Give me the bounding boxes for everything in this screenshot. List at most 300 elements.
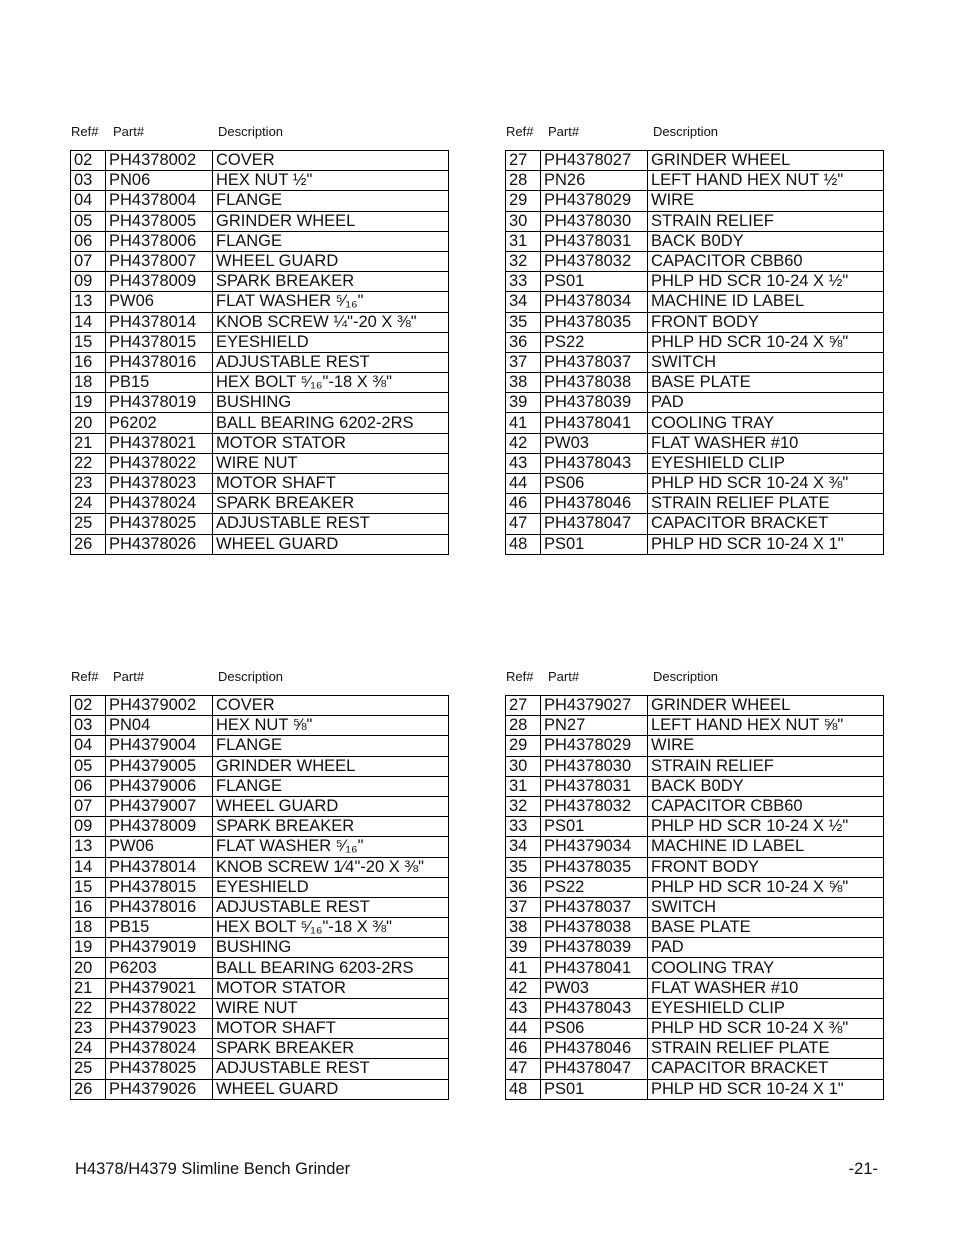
description-cell: MOTOR SHAFT (213, 1019, 449, 1039)
table-row (71, 1079, 449, 1099)
description-cell: BALL BEARING 6203-2RS (213, 958, 449, 978)
part-cell: PH4379019 (106, 938, 213, 958)
ref-cell: 44 (506, 474, 541, 494)
table-row (506, 1059, 884, 1079)
description-cell: LEFT HAND HEX NUT ⅝" (648, 716, 884, 736)
part-cell: PH4379026 (106, 1079, 213, 1099)
ref-cell: 48 (506, 534, 541, 554)
description-cell: SPARK BREAKER (213, 272, 449, 292)
ref-cell: 06 (71, 231, 106, 251)
ref-cell: 03 (71, 716, 106, 736)
description-cell: COOLING TRAY (648, 958, 884, 978)
ref-cell: 26 (71, 1079, 106, 1099)
table-row (506, 494, 884, 514)
table-row (506, 1079, 884, 1099)
description-cell: SPARK BREAKER (213, 817, 449, 837)
part-cell: PN26 (541, 171, 648, 191)
table-row (506, 211, 884, 231)
header-description: Description (653, 124, 719, 139)
table-row (71, 796, 449, 816)
header-description: Description (653, 669, 719, 684)
part-cell: PH4378039 (541, 393, 648, 413)
description-cell: FLAT WASHER #10 (648, 433, 884, 453)
ref-cell: 19 (71, 393, 106, 413)
description-cell: MACHINE ID LABEL (648, 292, 884, 312)
description-cell: SPARK BREAKER (213, 1039, 449, 1059)
table-row (506, 413, 884, 433)
parts-table (70, 150, 449, 555)
description-cell: WIRE NUT (213, 998, 449, 1018)
table-row (71, 231, 449, 251)
description-cell: FLANGE (213, 776, 449, 796)
table-row (506, 716, 884, 736)
ref-cell: 31 (506, 231, 541, 251)
table-row (506, 453, 884, 473)
table-row (71, 393, 449, 413)
table-row (506, 736, 884, 756)
part-cell: PH4378037 (541, 352, 648, 372)
description-cell: GRINDER WHEEL (213, 756, 449, 776)
part-cell: PS22 (541, 877, 648, 897)
table-row (506, 433, 884, 453)
ref-cell: 14 (71, 312, 106, 332)
ref-cell: 15 (71, 332, 106, 352)
part-cell: PH4378041 (541, 958, 648, 978)
part-cell: PH4378041 (541, 413, 648, 433)
description-cell: BUSHING (213, 393, 449, 413)
ref-cell: 23 (71, 474, 106, 494)
part-cell: PH4378032 (541, 796, 648, 816)
parts-block-h4378-left (70, 124, 448, 555)
description-cell: CAPACITOR CBB60 (648, 251, 884, 271)
ref-cell: 42 (506, 978, 541, 998)
ref-cell: 41 (506, 958, 541, 978)
table-row (71, 312, 449, 332)
ref-cell: 04 (71, 736, 106, 756)
table-row (71, 938, 449, 958)
column-headers (505, 124, 883, 144)
table-row (71, 756, 449, 776)
description-cell: ADJUSTABLE REST (213, 514, 449, 534)
ref-cell: 27 (506, 696, 541, 716)
part-cell: PH4378047 (541, 1059, 648, 1079)
part-cell: PH4379021 (106, 978, 213, 998)
table-row (506, 958, 884, 978)
table-row (506, 1039, 884, 1059)
table-row (506, 534, 884, 554)
part-cell: PH4378015 (106, 332, 213, 352)
ref-cell: 27 (506, 151, 541, 171)
table-row (71, 474, 449, 494)
header-ref: Ref# (506, 124, 534, 139)
ref-cell: 06 (71, 776, 106, 796)
description-cell: MOTOR STATOR (213, 433, 449, 453)
part-cell: PS06 (541, 1019, 648, 1039)
description-cell: BUSHING (213, 938, 449, 958)
table-row (506, 817, 884, 837)
description-cell: STRAIN RELIEF PLATE (648, 494, 884, 514)
description-cell: FRONT BODY (648, 312, 884, 332)
table-row (71, 897, 449, 917)
ref-cell: 32 (506, 796, 541, 816)
description-cell: MOTOR SHAFT (213, 474, 449, 494)
ref-cell: 13 (71, 292, 106, 312)
description-cell: CAPACITOR CBB60 (648, 796, 884, 816)
part-cell: PH4378046 (541, 494, 648, 514)
ref-cell: 37 (506, 897, 541, 917)
table-row (71, 877, 449, 897)
ref-cell: 33 (506, 272, 541, 292)
ref-cell: 22 (71, 453, 106, 473)
description-cell: GRINDER WHEEL (648, 151, 884, 171)
ref-cell: 42 (506, 433, 541, 453)
table-row (71, 413, 449, 433)
table-row (71, 958, 449, 978)
ref-cell: 14 (71, 857, 106, 877)
description-cell: GRINDER WHEEL (213, 211, 449, 231)
table-row (71, 776, 449, 796)
part-cell: PH4378022 (106, 998, 213, 1018)
table-row (71, 736, 449, 756)
description-cell: LEFT HAND HEX NUT ½" (648, 171, 884, 191)
parts-table (70, 695, 449, 1100)
part-cell: P6202 (106, 413, 213, 433)
ref-cell: 47 (506, 1059, 541, 1079)
header-ref: Ref# (506, 669, 534, 684)
description-cell: PHLP HD SCR 10-24 X 1" (648, 1079, 884, 1099)
description-cell: HEX NUT ½" (213, 171, 449, 191)
description-cell: FLANGE (213, 736, 449, 756)
part-cell: PB15 (106, 918, 213, 938)
ref-cell: 25 (71, 1059, 106, 1079)
part-cell: PH4378026 (106, 534, 213, 554)
table-row (71, 332, 449, 352)
ref-cell: 02 (71, 696, 106, 716)
table-row (71, 433, 449, 453)
part-cell: PH4378030 (541, 211, 648, 231)
part-cell: PS01 (541, 272, 648, 292)
description-cell: STRAIN RELIEF (648, 211, 884, 231)
description-cell: HEX BOLT ⁵⁄₁₆"-18 X ⅜" (213, 373, 449, 393)
description-cell: WIRE (648, 736, 884, 756)
table-row (71, 272, 449, 292)
ref-cell: 04 (71, 191, 106, 211)
table-row (71, 211, 449, 231)
description-cell: COVER (213, 696, 449, 716)
ref-cell: 02 (71, 151, 106, 171)
ref-cell: 05 (71, 211, 106, 231)
ref-cell: 25 (71, 514, 106, 534)
part-cell: PS01 (541, 817, 648, 837)
ref-cell: 07 (71, 796, 106, 816)
table-row (506, 171, 884, 191)
parts-table (505, 695, 884, 1100)
ref-cell: 39 (506, 393, 541, 413)
description-cell: COVER (213, 151, 449, 171)
table-row (71, 998, 449, 1018)
table-row (506, 796, 884, 816)
ref-cell: 34 (506, 292, 541, 312)
table-row (506, 897, 884, 917)
description-cell: WHEEL GUARD (213, 796, 449, 816)
part-cell: PH4378027 (541, 151, 648, 171)
ref-cell: 29 (506, 191, 541, 211)
ref-cell: 37 (506, 352, 541, 372)
description-cell: PAD (648, 938, 884, 958)
part-cell: PH4379004 (106, 736, 213, 756)
table-row (506, 474, 884, 494)
part-cell: PH4378047 (541, 514, 648, 534)
part-cell: PH4378039 (541, 938, 648, 958)
part-cell: PS06 (541, 474, 648, 494)
ref-cell: 36 (506, 332, 541, 352)
part-cell: PW06 (106, 837, 213, 857)
table-row (506, 312, 884, 332)
description-cell: BASE PLATE (648, 373, 884, 393)
description-cell: WIRE (648, 191, 884, 211)
description-cell: PHLP HD SCR 10-24 X ⅝" (648, 877, 884, 897)
description-cell: MOTOR STATOR (213, 978, 449, 998)
description-cell: FLAT WASHER #10 (648, 978, 884, 998)
part-cell: PH4378009 (106, 817, 213, 837)
ref-cell: 39 (506, 938, 541, 958)
table-row (71, 292, 449, 312)
description-cell: CAPACITOR BRACKET (648, 1059, 884, 1079)
table-row (506, 978, 884, 998)
part-cell: PH4378002 (106, 151, 213, 171)
ref-cell: 36 (506, 877, 541, 897)
table-row (506, 393, 884, 413)
header-ref: Ref# (71, 669, 99, 684)
table-row (506, 151, 884, 171)
part-cell: PH4378016 (106, 352, 213, 372)
description-cell: COOLING TRAY (648, 413, 884, 433)
part-cell: PH4379027 (541, 696, 648, 716)
part-cell: PH4378016 (106, 897, 213, 917)
part-cell: PH4378021 (106, 433, 213, 453)
description-cell: EYESHIELD (213, 332, 449, 352)
part-cell: PN06 (106, 171, 213, 191)
part-cell: PH4378014 (106, 312, 213, 332)
description-cell: KNOB SCREW 1⁄4"-20 X ⅜" (213, 857, 449, 877)
table-row (71, 918, 449, 938)
description-cell: EYESHIELD CLIP (648, 998, 884, 1018)
table-row (71, 1039, 449, 1059)
part-cell: PH4378024 (106, 494, 213, 514)
table-row (506, 998, 884, 1018)
description-cell: SWITCH (648, 897, 884, 917)
ref-cell: 19 (71, 938, 106, 958)
ref-cell: 28 (506, 716, 541, 736)
part-cell: PH4378024 (106, 1039, 213, 1059)
description-cell: WIRE NUT (213, 453, 449, 473)
ref-cell: 21 (71, 433, 106, 453)
header-part: Part# (113, 124, 145, 139)
ref-cell: 38 (506, 918, 541, 938)
parts-block-h4378-right (505, 124, 883, 555)
description-cell: PHLP HD SCR 10-24 X ⅜" (648, 1019, 884, 1039)
part-cell: PH4378043 (541, 453, 648, 473)
table-row (506, 191, 884, 211)
part-cell: PH4378046 (541, 1039, 648, 1059)
part-cell: PH4378035 (541, 857, 648, 877)
ref-cell: 32 (506, 251, 541, 271)
table-row (506, 918, 884, 938)
ref-cell: 09 (71, 817, 106, 837)
page-number: -21- (848, 1160, 878, 1178)
description-cell: ADJUSTABLE REST (213, 1059, 449, 1079)
part-cell: PH4378004 (106, 191, 213, 211)
description-cell: FLANGE (213, 191, 449, 211)
description-cell: BALL BEARING 6202-2RS (213, 413, 449, 433)
ref-cell: 38 (506, 373, 541, 393)
part-cell: PH4378038 (541, 918, 648, 938)
part-cell: PH4378037 (541, 897, 648, 917)
ref-cell: 44 (506, 1019, 541, 1039)
table-row (71, 151, 449, 171)
description-cell: PHLP HD SCR 10-24 X ½" (648, 817, 884, 837)
part-cell: PH4379007 (106, 796, 213, 816)
part-cell: PH4378035 (541, 312, 648, 332)
part-cell: PB15 (106, 373, 213, 393)
description-cell: FLANGE (213, 231, 449, 251)
column-headers (70, 669, 448, 689)
ref-cell: 46 (506, 494, 541, 514)
part-cell: PN27 (541, 716, 648, 736)
table-row (506, 696, 884, 716)
table-row (71, 1019, 449, 1039)
part-cell: PH4378007 (106, 251, 213, 271)
description-cell: STRAIN RELIEF PLATE (648, 1039, 884, 1059)
part-cell: PH4378023 (106, 474, 213, 494)
ref-cell: 21 (71, 978, 106, 998)
part-cell: PH4379006 (106, 776, 213, 796)
ref-cell: 18 (71, 373, 106, 393)
ref-cell: 33 (506, 817, 541, 837)
ref-cell: 20 (71, 958, 106, 978)
description-cell: CAPACITOR BRACKET (648, 514, 884, 534)
description-cell: MACHINE ID LABEL (648, 837, 884, 857)
table-row (506, 877, 884, 897)
description-cell: PHLP HD SCR 10-24 X ⅜" (648, 474, 884, 494)
table-row (506, 514, 884, 534)
ref-cell: 26 (71, 534, 106, 554)
part-cell: PH4378032 (541, 251, 648, 271)
part-cell: PH4378015 (106, 877, 213, 897)
table-row (71, 171, 449, 191)
ref-cell: 16 (71, 352, 106, 372)
ref-cell: 16 (71, 897, 106, 917)
footer-title: H4378/H4379 Slimline Bench Grinder (75, 1160, 351, 1178)
table-row (71, 514, 449, 534)
ref-cell: 24 (71, 494, 106, 514)
ref-cell: 30 (506, 211, 541, 231)
part-cell: PH4379005 (106, 756, 213, 776)
table-row (506, 292, 884, 312)
header-part: Part# (548, 669, 580, 684)
ref-cell: 43 (506, 998, 541, 1018)
table-row (506, 373, 884, 393)
table-row (71, 251, 449, 271)
part-cell: PN04 (106, 716, 213, 736)
description-cell: GRINDER WHEEL (648, 696, 884, 716)
ref-cell: 43 (506, 453, 541, 473)
ref-cell: 35 (506, 312, 541, 332)
table-row (71, 1059, 449, 1079)
description-cell: FLAT WASHER ⁵⁄₁₆" (213, 292, 449, 312)
part-cell: PH4378029 (541, 191, 648, 211)
ref-cell: 15 (71, 877, 106, 897)
ref-cell: 41 (506, 413, 541, 433)
part-cell: PH4378031 (541, 776, 648, 796)
description-cell: WHEEL GUARD (213, 251, 449, 271)
part-cell: PS22 (541, 332, 648, 352)
description-cell: KNOB SCREW ¼"-20 X ⅜" (213, 312, 449, 332)
table-row (71, 352, 449, 372)
description-cell: BASE PLATE (648, 918, 884, 938)
part-cell: PH4378019 (106, 393, 213, 413)
ref-cell: 23 (71, 1019, 106, 1039)
ref-cell: 30 (506, 756, 541, 776)
table-row (506, 251, 884, 271)
description-cell: WHEEL GUARD (213, 1079, 449, 1099)
table-row (71, 534, 449, 554)
table-row (71, 978, 449, 998)
description-cell: PHLP HD SCR 10-24 X ⅝" (648, 332, 884, 352)
part-cell: P6203 (106, 958, 213, 978)
table-row (506, 837, 884, 857)
description-cell: HEX NUT ⅝" (213, 716, 449, 736)
part-cell: PW03 (541, 433, 648, 453)
table-row (506, 231, 884, 251)
description-cell: SWITCH (648, 352, 884, 372)
ref-cell: 35 (506, 857, 541, 877)
part-cell: PH4378014 (106, 857, 213, 877)
ref-cell: 47 (506, 514, 541, 534)
table-row (506, 332, 884, 352)
description-cell: FLAT WASHER ⁵⁄₁₆" (213, 837, 449, 857)
table-row (71, 696, 449, 716)
description-cell: ADJUSTABLE REST (213, 352, 449, 372)
description-cell: PHLP HD SCR 10-24 X ½" (648, 272, 884, 292)
ref-cell: 48 (506, 1079, 541, 1099)
ref-cell: 13 (71, 837, 106, 857)
part-cell: PH4378030 (541, 756, 648, 776)
ref-cell: 20 (71, 413, 106, 433)
ref-cell: 24 (71, 1039, 106, 1059)
table-row (71, 837, 449, 857)
parts-table (505, 150, 884, 555)
description-cell: PHLP HD SCR 10-24 X 1" (648, 534, 884, 554)
description-cell: FRONT BODY (648, 857, 884, 877)
part-cell: PH4379002 (106, 696, 213, 716)
part-cell: PH4378009 (106, 272, 213, 292)
header-ref: Ref# (71, 124, 99, 139)
part-cell: PH4378022 (106, 453, 213, 473)
header-description: Description (218, 669, 284, 684)
ref-cell: 05 (71, 756, 106, 776)
part-cell: PH4378029 (541, 736, 648, 756)
part-cell: PH4378005 (106, 211, 213, 231)
header-part: Part# (113, 669, 145, 684)
table-row (71, 817, 449, 837)
ref-cell: 34 (506, 837, 541, 857)
ref-cell: 18 (71, 918, 106, 938)
header-part: Part# (548, 124, 580, 139)
part-cell: PH4378043 (541, 998, 648, 1018)
description-cell: BACK B0DY (648, 231, 884, 251)
table-row (71, 373, 449, 393)
